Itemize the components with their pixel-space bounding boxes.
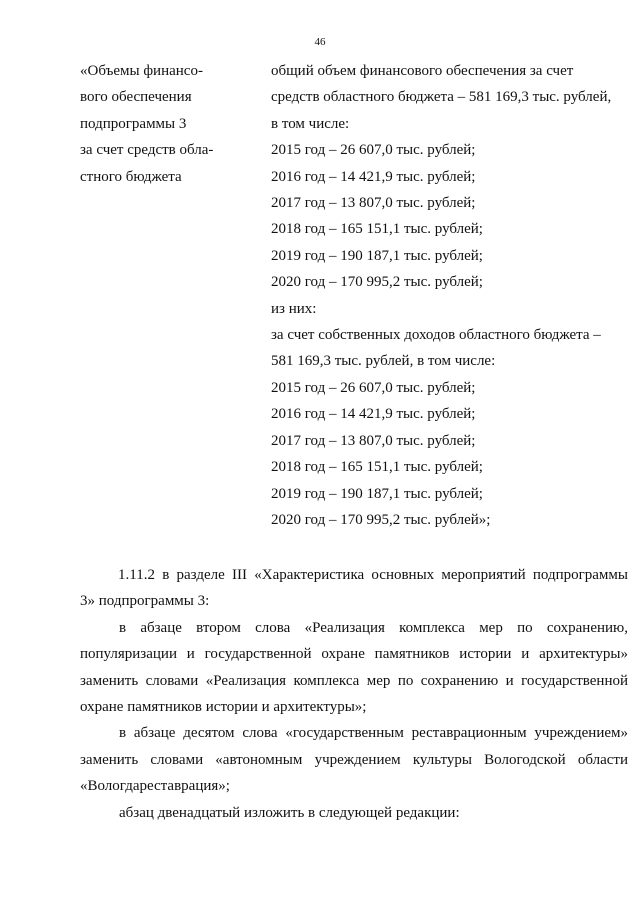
page-number: 46 — [314, 36, 326, 48]
left-line: «Объемы финансо- — [80, 63, 203, 79]
body-text — [80, 562, 628, 826]
paragraph-line: заменить словами «автономным учреждением культуры Вологодской области — [80, 751, 628, 768]
paragraph-line: в абзаце десятом слова «государственным реставрационным учреждением» — [119, 725, 628, 742]
paragraph-line: заменить словами «Реализация комплекса мер по сохранению и государственной — [80, 672, 628, 689]
paragraph-line: «Вологдареставрация»; — [80, 778, 230, 795]
right-line: из них: — [271, 300, 317, 317]
right-line: 2020 год – 170 995,2 тыс. рублей; — [271, 274, 483, 291]
paragraph-2 — [80, 615, 628, 721]
left-line: стного бюджета — [80, 168, 182, 185]
right-line: 2016 год – 14 421,9 тыс. рублей; — [271, 168, 476, 185]
paragraph-line: охране памятников истории и архитектуры»; — [80, 699, 367, 716]
left-line: за счет средств обла- — [80, 142, 214, 159]
right-line: 2019 год – 190 187,1 тыс. рублей; — [271, 247, 483, 264]
table-right-column — [271, 58, 621, 533]
paragraph-line: абзац двенадцатый изложить в следующей редакции: — [119, 804, 460, 821]
paragraph-3 — [80, 720, 628, 799]
paragraph-line: 1.11.2 в разделе III «Характеристика основных мероприятий подпрограммы — [118, 567, 628, 583]
left-line: вого обеспечения — [80, 89, 192, 106]
right-line: 2017 год – 13 807,0 тыс. рублей; — [271, 432, 476, 449]
right-line: в том числе: — [271, 115, 350, 132]
right-line: 2018 год – 165 151,1 тыс. рублей; — [271, 459, 483, 476]
paragraph-line: 3» подпрограммы 3: — [80, 593, 210, 610]
right-line: 2015 год – 26 607,0 тыс. рублей; — [271, 379, 476, 396]
right-line: за счет собственных доходов областного бюджета – — [271, 327, 601, 344]
right-line: 2020 год – 170 995,2 тыс. рублей»; — [271, 511, 491, 528]
right-line: 2016 год – 14 421,9 тыс. рублей; — [271, 406, 476, 423]
right-line: 2015 год – 26 607,0 тыс. рублей; — [271, 142, 476, 159]
paragraph-line: в абзаце втором слова «Реализация комплекса мер по сохранению, — [119, 619, 628, 636]
paragraph-1 — [80, 562, 628, 615]
left-line: подпрограммы 3 — [80, 115, 187, 132]
table-left-column — [80, 58, 265, 190]
paragraph-line: популяризации и государственной охране памятников истории и архитектуры» — [80, 646, 628, 663]
right-line: 581 169,3 тыс. рублей, в том числе: — [271, 353, 496, 370]
right-line: 2019 год – 190 187,1 тыс. рублей; — [271, 485, 483, 502]
paragraph-4 — [80, 800, 628, 826]
right-line: средств областного бюджета – 581 169,3 тыс. рублей, — [271, 89, 612, 106]
right-line: 2017 год – 13 807,0 тыс. рублей; — [271, 195, 476, 212]
right-line: общий объем финансового обеспечения за счет — [271, 63, 574, 79]
right-line: 2018 год – 165 151,1 тыс. рублей; — [271, 221, 483, 238]
